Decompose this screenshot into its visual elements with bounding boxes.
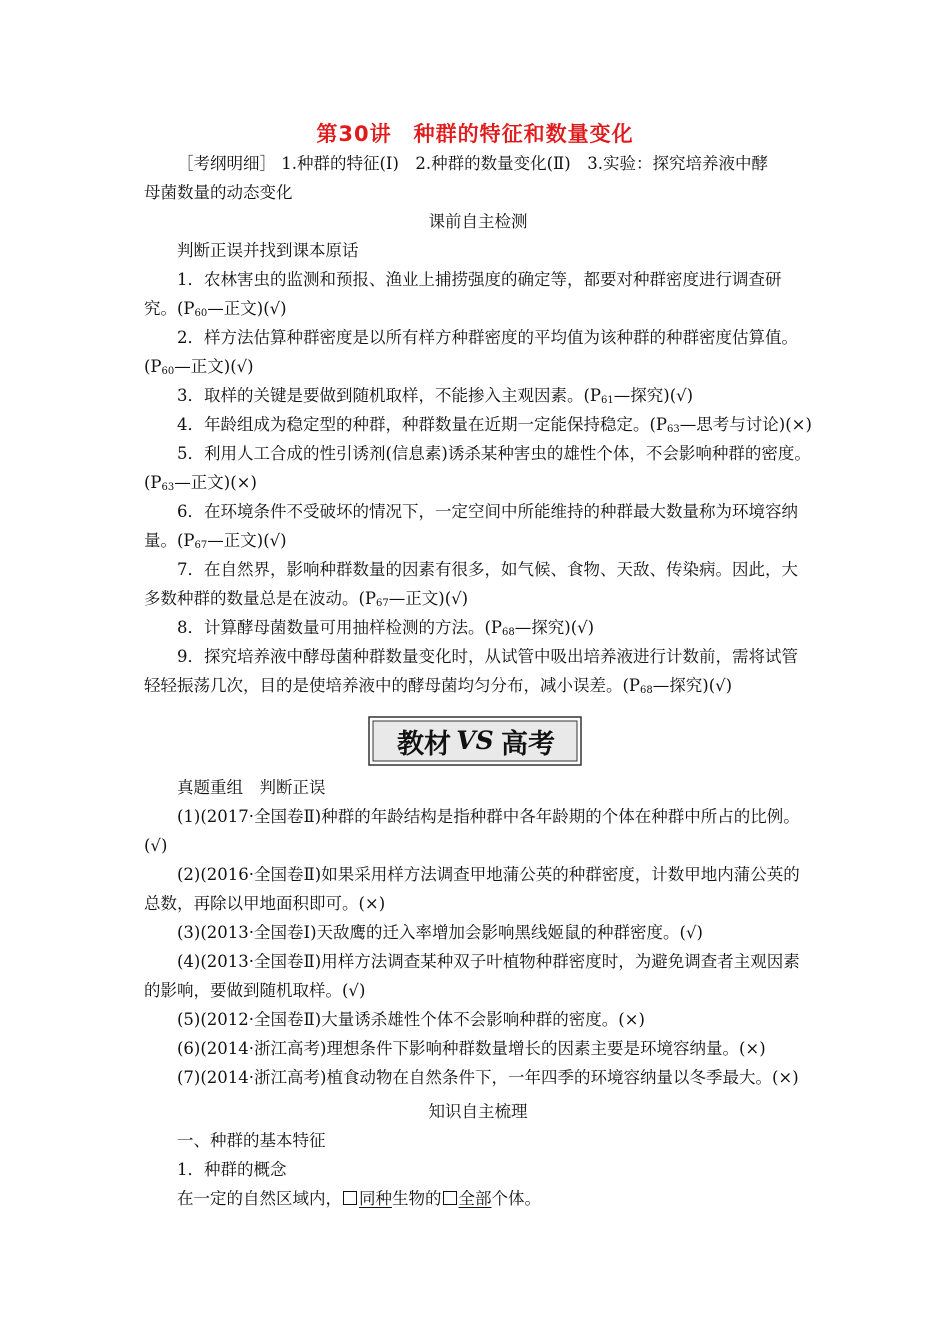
exam-question-item: (7)(2014·浙江高考)植食动物在自然条件下，一年四季的环境容纳量以冬季最大。(×) bbox=[177, 1068, 799, 1087]
subheading-basic-features: 一、种群的基本特征 bbox=[177, 1131, 326, 1150]
self-check-item: 7．在自然界，影响种群数量的因素有很多，如气候、食物、天敌、传染病。因此，大多数种群的数量总是在波动。($P_{67}—$正文)(√) bbox=[144, 560, 798, 609]
section-exam-questions bbox=[144, 773, 812, 1092]
self-check-item: 9．探究培养液中酵母菌种群数量变化时，从试管中吸出培养液进行计数前，需将试管轻轻振荡几次，目的是使培养液中的酵母菌均匀分布，减小误差。($P_{68}—$探究)(√) bbox=[144, 647, 798, 696]
syllabus-line-2: 母菌数量的动态变化 bbox=[144, 183, 293, 202]
answer-same-species: 同种 bbox=[359, 1189, 392, 1208]
subheading-concept: 1．种群的概念 bbox=[177, 1160, 287, 1179]
lecture-number: 第30讲 bbox=[316, 122, 392, 146]
section-self-check bbox=[144, 207, 812, 700]
exam-question-item: (4)(2013·全国卷Ⅱ)用样方法调查某种双子叶植物种群密度时，为避免调查者主观因素的影响，要做到随机取样。(√) bbox=[144, 952, 800, 1000]
self-check-item: 5．利用人工合成的性引诱剂(信息素)诱杀某种害虫的雄性个体，不会影响种群的密度。($P_{63}—$正文)(×) bbox=[144, 444, 811, 493]
section-heading: 知识自主梳理 bbox=[428, 1102, 528, 1121]
section-heading: 真题重组 判断正误 bbox=[177, 778, 326, 797]
self-check-item: 3．取样的关键是要做到随机取样，不能掺入主观因素。($P_{61}—$探究)(√) bbox=[177, 386, 694, 406]
banner-vs: VS bbox=[456, 726, 494, 755]
concept-definition: 在一定的自然区域内， 同种生物的 全部个体。 bbox=[177, 1189, 541, 1208]
self-check-item: 2．样方法估算种群密度是以所有样方种群密度的平均值为该种群的种群密度估算值。($P_{60}—$正文)(√) bbox=[144, 328, 798, 377]
section-heading: 课前自主检测 bbox=[428, 212, 528, 231]
syllabus bbox=[144, 149, 812, 207]
banner-exam: 高考 bbox=[501, 729, 555, 760]
blank-box-icon bbox=[443, 1191, 457, 1205]
exam-question-list bbox=[144, 802, 812, 1092]
self-check-item: 6．在环境条件不受破坏的情况下，一定空间中所能维持的种群最大数量称为环境容纳量。($P_{67}—$正文)(√) bbox=[144, 502, 798, 551]
self-check-list bbox=[144, 265, 812, 700]
blank-box-icon bbox=[343, 1191, 357, 1205]
banner-textbook: 教材 bbox=[397, 729, 451, 760]
textbook-vs-exam-banner bbox=[368, 716, 582, 766]
exam-question-item: (6)(2014·浙江高考)理想条件下影响种群数量增长的因素主要是环境容纳量。(×) bbox=[177, 1039, 766, 1058]
lecture-topic: 种群的特征和数量变化 bbox=[413, 122, 634, 146]
exam-question-item: (1)(2017·全国卷Ⅱ)种群的年龄结构是指种群中各年龄期的个体在种群中所占的比例。(√) bbox=[144, 807, 800, 855]
exam-question-item: (2)(2016·全国卷Ⅱ)如果采用样方法调查甲地蒲公英的种群密度，计数甲地内蒲公英的总数，再除以甲地面积即可。(×) bbox=[144, 865, 800, 913]
exam-question-item: (3)(2013·全国卷Ⅰ)天敌鹰的迁入率增加会影响黑线姬鼠的种群密度。(√) bbox=[177, 923, 703, 942]
page-title bbox=[0, 118, 950, 148]
syllabus-line-1: ［考纲明细］ 1.种群的特征(Ⅰ) 2.种群的数量变化(Ⅱ) 3.实验：探究培养液中酵 bbox=[177, 154, 768, 173]
section-instruction: 判断正误并找到课本原话 bbox=[177, 241, 359, 260]
answer-all-individuals: 全部 bbox=[458, 1189, 492, 1208]
self-check-item: 1．农林害虫的监测和预报、渔业上捕捞强度的确定等，都要对种群密度进行调查研究。($P_{60}—$正文)(√) bbox=[144, 270, 782, 319]
exam-question-item: (5)(2012·全国卷Ⅱ)大量诱杀雄性个体不会影响种群的密度。(×) bbox=[177, 1010, 645, 1029]
section-knowledge bbox=[144, 1097, 812, 1213]
self-check-item: 8．计算酵母菌数量可用抽样检测的方法。($P_{68}—$探究)(√) bbox=[177, 618, 595, 638]
self-check-item: 4．年龄组成为稳定型的种群，种群数量在近期一定能保持稳定。($P_{63}—$思考与讨论)(×) bbox=[177, 415, 812, 435]
